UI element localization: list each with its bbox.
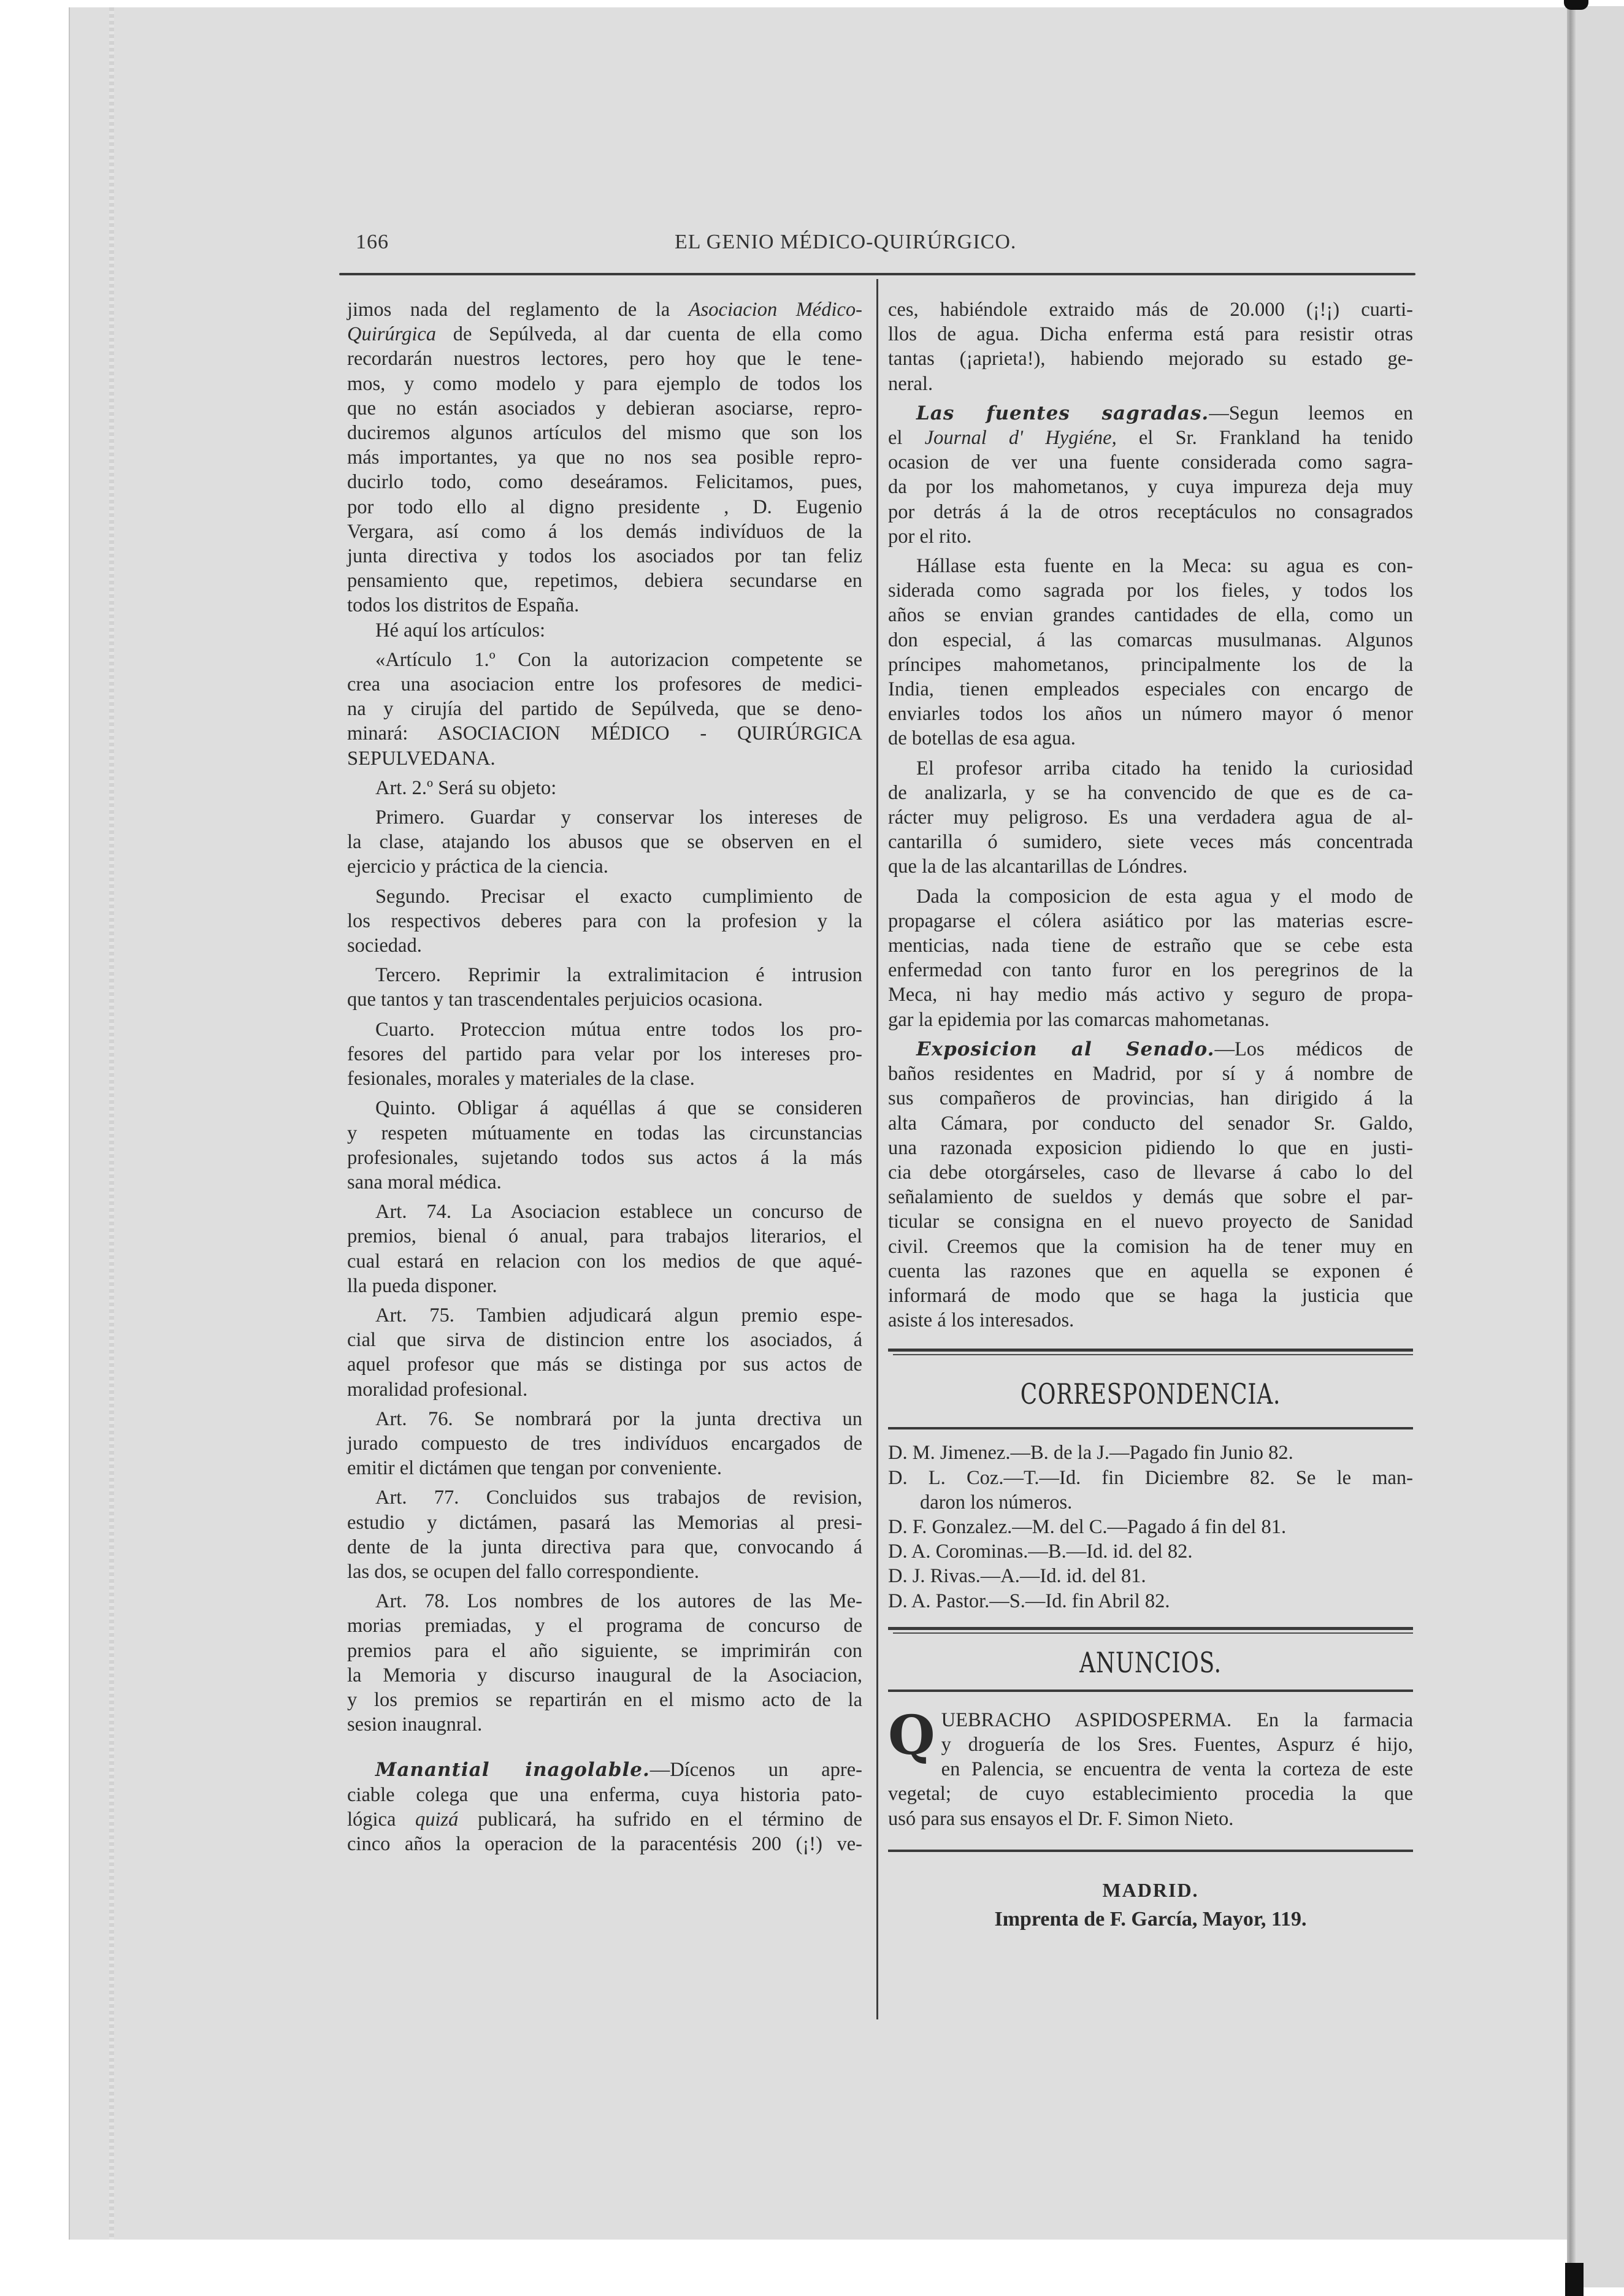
text-line: señalamiento de sueldos y demás que sobre el par- [888,1186,1413,1209]
paragraph-line: rácter muy peligroso. Es una verdadera agua de al- [888,806,1413,829]
paragraph-line: dente de la junta directiva para que, convocando á [347,1536,862,1558]
advertisement-line: usó para sus ensayos el Dr. F. Simon Nieto. [888,1807,1234,1830]
paragraph-line: fesionales, morales y materiales de la clase. [347,1068,695,1090]
paragraph-line: Segundo. Precisar el exacto cumplimiento de [375,885,862,908]
paragraph-line: India, tienen empleados especiales con encargo de [888,678,1413,701]
imprint-city: MADRID. [1102,1878,1199,1901]
right-column [888,297,1413,1932]
text-line [888,426,1413,450]
correspondence-entry: D. A. Corominas.—B.—Id. id. del 82. [888,1540,1193,1563]
paragraph-line: cantarilla ó sumidero, siete veces más concentrada [888,831,1413,854]
header-rule [339,273,1415,275]
text-line [347,1832,862,1856]
book-spine [1567,6,1576,2287]
paragraph-line: emitir el dictámen que tengan por conveniente. [347,1457,722,1480]
paragraph-line: ejercicio y práctica de la ciencia. [347,855,608,878]
text-segment: de Sepúlveda, al dar cuenta de ella como [436,323,862,346]
text-segment: —Los médicos de [1214,1038,1414,1060]
imprint-printer: Imprenta de F. García, Mayor, 119. [994,1907,1307,1931]
text-line: junta directiva y todos los asociados por tan feliz [347,545,862,568]
paragraph-line: y respeten mútuamente en todas las circunstancias [347,1122,862,1144]
drop-cap: Q [888,1702,935,1767]
text-line: cuenta las razones que en aquella se exponen é [888,1260,1413,1282]
text-line: cia debe otorgárseles, caso de llevarse á cabo lo del [888,1161,1413,1184]
paragraph-line: Cuarto. Proteccion mútua entre todos los pro- [375,1018,862,1041]
text-line: más importantes, ya que no nos sea posible repro- [347,446,862,469]
torn-inner-margin [109,7,114,2240]
paragraph-line: Dada la composicion de esta agua y el modo de [916,885,1413,908]
paragraph-line: propagarse el cólera asiático por las materias escre- [888,909,1413,932]
paragraph-line: enviarles todos los años un número mayor ó menor [888,703,1413,725]
paragraph-line: El profesor arriba citado ha tenido la curiosidad [916,757,1413,779]
paragraph-line: fesores del partido para velar por los intereses pro- [347,1043,862,1065]
paragraph-line: cual estará en relacion con los medios de que aqué- [347,1250,862,1272]
italic-text: Journal d' Hygiéne, [924,427,1117,450]
paragraph-line: na y cirujía del partido de Sepúlveda, que se deno- [347,698,862,721]
correspondence-entry: D. A. Pastor.—S.—Id. fin Abril 82. [888,1590,1170,1612]
section-rule [888,1689,1413,1692]
text-line: alta Cámara, por conducto del senador Sr. Galdo, [888,1112,1413,1135]
paragraph-line: Primero. Guardar y conservar los intereses de [375,806,862,829]
articles-intro: Hé aquí los artículos: [375,619,546,641]
paragraph-line: de analizarla, y se ha convencido de que es de ca- [888,781,1413,804]
text-segment: cinco años la operacion de la paracentésis 200 (¡!) ve- [347,1832,862,1855]
text-segment: jimos nada del reglamento de la [347,299,689,321]
text-segment: lógica [347,1808,415,1831]
paragraph-line: Art. 76. Se nombrará por la junta drectiva un [375,1407,862,1430]
facing-page-edge [1576,6,1624,2287]
headed-line [888,401,1413,426]
correspondence-entry: D. J. Rivas.—A.—Id. id. del 81. [888,1565,1146,1588]
paragraph-line: y los premios se repartirán en el mismo acto de la [347,1688,862,1711]
text-line [347,322,862,346]
paragraph-line: minará: ASOCIACION MÉDICO - QUIRÚRGICA [347,722,862,745]
text-segment: —Dícenos un apre- [649,1759,862,1781]
paragraph-line: lla pueda disponer. [347,1274,497,1297]
text-line: informará de modo que se haga la justicia que [888,1284,1413,1307]
left-column [347,297,862,1856]
running-head-title: EL GENIO MÉDICO-QUIRÚRGICO. [675,231,1017,253]
text-line: Vergara, así como á los demás indivíduos de la [347,520,862,543]
text-line: que no están asociados y debieran asociarse, repro- [347,397,862,419]
text-line: da por los mahometanos, y cuya impureza deja muy [888,476,1413,499]
advertisement-line: UEBRACHO ASPIDOSPERMA. En la farmacia [941,1709,1413,1731]
headed-line [347,1758,862,1782]
intro-paragraph [347,297,862,618]
section-rule [888,1427,1413,1429]
paragraph-line: sociedad. [347,935,422,957]
anuncios-title: ANUNCIOS. [1079,1645,1222,1679]
text-line: ticular se consigna en el nuevo proyecto de Sanidad [888,1211,1413,1233]
scan-shadow-top [1564,0,1588,10]
correspondence-list [888,1441,1413,1613]
paragraph-line: jurado compuesto de tres indivíduos encargados de [347,1432,862,1455]
section-rule [888,1349,1413,1357]
text-segment: el [888,427,925,450]
italic-text: Asociacion Médico- [688,299,862,321]
paragraph-line: Hállase esta fuente en la Meca: su agua es con- [916,555,1413,578]
paragraph-line: Quinto. Obligar á aquéllas á que se consideren [375,1097,862,1120]
paragraph-line: crea una asociacion entre los profesores de medici- [347,673,862,696]
correspondence-entry: D. F. Gonzalez.—M. del C.—Pagado á fin del 81. [888,1515,1287,1538]
news-item-fuentes-sagradas [888,401,1413,549]
scan-shadow-bottom [1565,2263,1584,2296]
advertisement-quebracho [888,1702,1413,1831]
column-divider [876,279,878,2019]
text-line: llos de agua. Dicha enferma está para resistir otras [888,323,1413,346]
text-line: tantas (¡aprieta!), habiendo mejorado su estado ge- [888,348,1413,370]
section-rule [888,1627,1413,1636]
text-line: neral. [888,372,933,395]
news-heading: Las fuentes sagradas. [916,402,1209,424]
news-item-manantial [347,1758,862,1856]
text-line: una razonada exposicion pidiendo lo que en justi- [888,1136,1413,1159]
italic-text: quizá [415,1808,459,1831]
text-line [347,1807,862,1832]
text-line: todos los distritos de España. [347,594,580,617]
paragraph-line: aquel profesor que más se distinga por sus actos de [347,1353,862,1376]
paragraph-line: premios para el año siguiente, se imprimirán con [347,1639,862,1662]
paragraph-line: sana moral médica. [347,1171,502,1193]
text-line: pensamiento que, repetimos, debiera secundarse en [347,570,862,592]
news-heading: Manantial inagolable. [375,1759,650,1781]
paragraph-line: morias premiadas, y el programa de concurso de [347,1615,862,1637]
paragraph-line: los respectivos deberes para con la profesion y la [347,909,862,932]
paragraph-line: años se envian grandes cantidades de ella, como un [888,604,1413,627]
paragraph-line: Tercero. Reprimir la extralimitacion é intrusion [375,964,862,987]
text-line: duciremos algunos artículos del mismo que son los [347,422,862,445]
paragraph-line: Meca, ni hay medio más activo y seguro de propa- [888,984,1413,1006]
paragraph-line: que la de las alcantarillas de Lóndres. [888,855,1188,878]
paragraph-line: enfermedad con tanto furor en los peregrinos de la [888,959,1413,982]
headed-line [888,1037,1413,1062]
paragraph-line: moralidad profesional. [347,1378,528,1401]
text-segment: ciable colega que una enferma, cuya historia pato- [347,1783,862,1806]
paragraph-line: príncipes mahometanos, principalmente los de la [888,653,1413,676]
paragraph-line: gar la epidemia por las comarcas mahometanas. [888,1008,1270,1031]
paragraph-line: estudio y dictámen, pasará las Memorias al presi- [347,1511,862,1534]
text-segment: —Segun leemos en [1209,402,1413,424]
text-line [347,1783,862,1807]
text-line: ocasion de ver una fuente considerada como sagra- [888,451,1413,474]
advertisement-line: en Palencia, se encuentra de venta la corteza de este [941,1758,1413,1781]
paragraph-line: don especial, á las comarcas musulmanas. Algunos [888,629,1413,651]
text-segment: el Sr. Frankland ha tenido [1116,427,1413,450]
correspondencia-title: CORRESPONDENCIA. [1020,1377,1281,1411]
paragraph-line: «Artículo 1.º Con la autorizacion competente se [375,648,862,671]
paragraph-line: las dos, se ocupen del fallo correspondiente. [347,1560,699,1583]
text-line [347,297,862,322]
paragraph-line: profesionales, sujetando todos sus actos á la más [347,1146,862,1169]
text-line: civil. Creemos que la comision ha de tener muy en [888,1235,1413,1258]
text-line: recordarán nuestros lectores, pero hoy que le tene- [347,348,862,370]
text-line: ces, habiéndole extraido más de 20.000 (¡!¡) cuarti- [888,299,1413,321]
text-segment: publicará, ha sufrido en el término de [458,1808,862,1831]
paragraph-line: cial que sirva de distincion entre los asociados, á [347,1329,862,1352]
paragraph-line: que tantos y tan trascendentales perjuicios ocasiona. [347,989,763,1011]
text-line: sus compañeros de provincias, han dirigido á la [888,1087,1413,1110]
paragraph-line: la Memoria y discurso inaugural de la Asociacion, [347,1664,862,1686]
text-line: por detrás á la de otros receptáculos no consagrados [888,500,1413,523]
paragraph-line: Art. 74. La Asociacion establece un concurso de [375,1201,862,1223]
fuentes-paragraphs [888,549,1413,1032]
paragraph-line: menticias, nada tiene de estraño que se cebe esta [888,935,1413,957]
paragraph-line: la clase, atajando los abusos que se observen en el [347,831,862,854]
text-line: asiste á los interesados. [888,1309,1074,1332]
text-line: ducirlo todo, como deseáramos. Felicitamos, pues, [347,471,862,494]
italic-text: Quirúrgica [347,323,437,346]
text-line: baños residentes en Madrid, por sí y á nombre de [888,1063,1413,1085]
paragraph-line: premios, bienal ó anual, para trabajos literarios, el [347,1225,862,1248]
advertisement-line: vegetal; de cuyo establecimiento procedia la que [888,1783,1413,1805]
paragraph-line: de botellas de esa agua. [888,727,1076,750]
text-line: por todo ello al digno presidente , D. Eugenio [347,496,862,518]
manantial-continuation [888,297,1413,396]
advertisement-line: y droguería de los Sres. Fuentes, Aspurz é hijo, [941,1733,1413,1756]
text-line: mos, y como modelo y para ejemplo de todos los [347,372,862,395]
correspondence-entry-continuation: daron los números. [920,1491,1073,1513]
paragraph-line: sesion inaugnral. [347,1713,483,1736]
news-heading: Exposicion al Senado. [916,1038,1215,1060]
paragraph-line: Art. 2.º Será su objeto: [375,776,557,799]
paragraph-line: SEPULVEDANA. [347,747,496,770]
paragraph-line: Art. 75. Tambien adjudicará algun premio espe- [375,1304,862,1326]
correspondence-entry: D. L. Coz.—T.—Id. fin Diciembre 82. Se le man- [888,1466,1413,1489]
text-line: por el rito. [888,525,972,548]
paragraph-line: Art. 77. Concluidos sus trabajos de revision, [375,1487,862,1509]
correspondence-entry: D. M. Jimenez.—B. de la J.—Pagado fin Junio 82. [888,1442,1293,1464]
news-item-exposicion-senado [888,1037,1413,1333]
paragraph-line: Art. 78. Los nombres de los autores de las Me- [375,1590,862,1613]
articles-list [347,643,862,1737]
page-number: 166 [356,231,389,253]
paragraph-line: siderada como sagrada por los fieles, y todos los [888,580,1413,602]
